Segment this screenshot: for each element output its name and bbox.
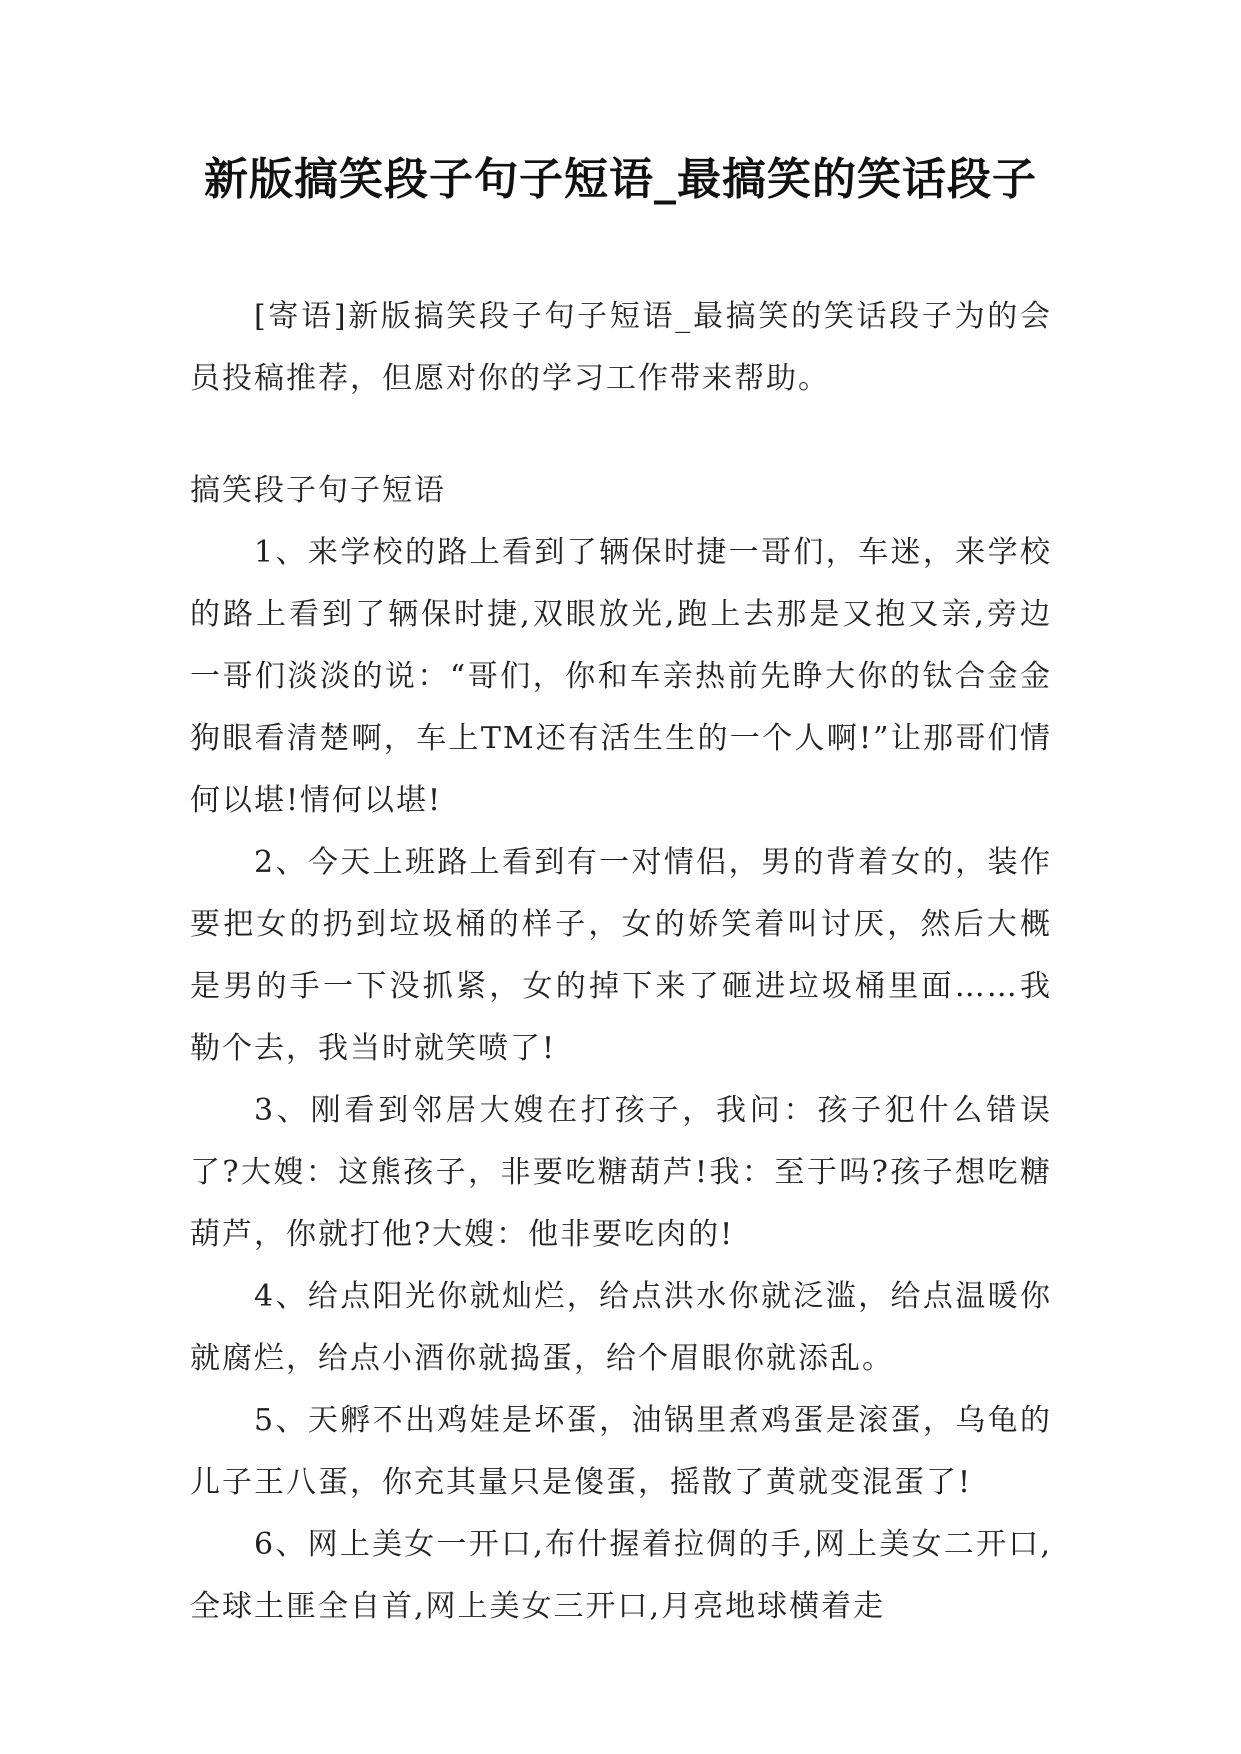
section-heading: 搞笑段子句子短语 [190, 473, 446, 508]
list-item: 3、刚看到邻居大嫂在打孩子，我问：孩子犯什么错误了?大嫂：这熊孩子，非要吃糖葫芦!我：至于吗?孩子想吃糖葫芦，你就打他?大嫂：他非要吃肉的! [190, 1093, 1052, 1252]
list-item: 4、给点阳光你就灿烂，给点洪水你就泛滥，给点温暖你就腐烂，给点小酒你就捣蛋，给个眉眼你就添乱。 [190, 1279, 1052, 1376]
document-title: 新版搞笑段子句子短语_最搞笑的笑话段子 [204, 154, 1037, 205]
list-item: 2、今天上班路上看到有一对情侣，男的背着女的，装作要把女的扔到垃圾桶的样子，女的娇笑着叫讨厌，然后大概是男的手一下没抓紧，女的掉下来了砸进垃圾桶里面……我勒个去，我当时就笑喷了! [190, 845, 1052, 1066]
list-item: 1、来学校的路上看到了辆保时捷一哥们，车迷，来学校的路上看到了辆保时捷,双眼放光,跑上去那是又抱又亲,旁边一哥们淡淡的说：“哥们，你和车亲热前先睁大你的钛合金金狗眼看清楚啊，车上TM还有活生生的一个人啊!”让那哥们情何以堪!情何以堪! [190, 535, 1052, 818]
list-item: 6、网上美女一开口,布什握着拉倜的手,网上美女二开口,全球土匪全自首,网上美女三开口,月亮地球横着走 [190, 1527, 1052, 1624]
intro-paragraph: [寄语]新版搞笑段子句子短语_最搞笑的笑话段子为的会员投稿推荐，但愿对你的学习工作带来帮助。 [190, 299, 1052, 396]
joke-list [190, 522, 1052, 1638]
list-item: 5、天孵不出鸡娃是坏蛋，油锅里煮鸡蛋是滚蛋，乌龟的儿子王八蛋，你充其量只是傻蛋，摇散了黄就变混蛋了! [190, 1403, 1052, 1500]
